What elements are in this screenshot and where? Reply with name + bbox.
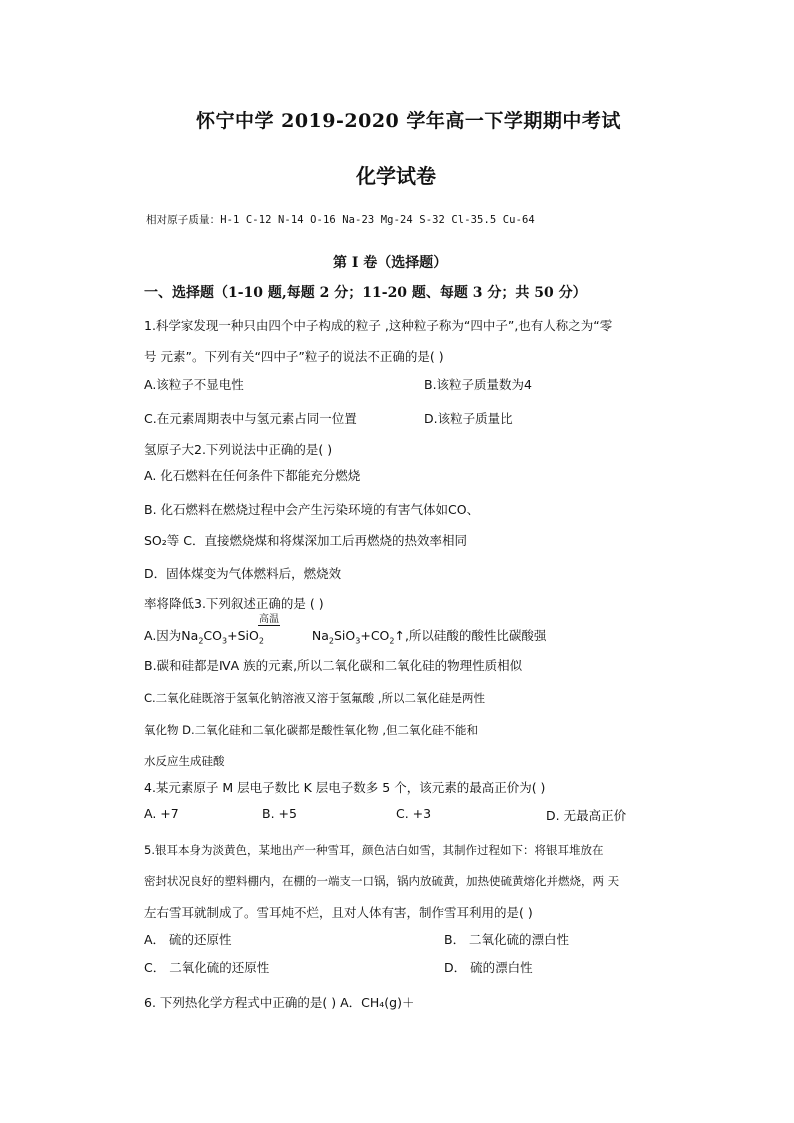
q3-option-c-end: 水反应生成硅酸 (144, 754, 225, 768)
q4-option-c: C. +3 (396, 806, 432, 821)
q5-option-a: A． 硫的还原性 (144, 932, 232, 947)
q2-option-b: B. 化石燃料在燃烧过程中会产生污染环境的有害气体如CO、 (144, 502, 480, 517)
q2-option-d-cont: 率将降低3.下列叙述正确的是 ( ) (144, 596, 324, 611)
q1-option-d: D.该粒子质量比 (424, 411, 513, 426)
q4-option-b: B. +5 (262, 806, 297, 821)
q6-stem: 6. 下列热化学方程式中正确的是( ) A．CH₄(g)＋ (144, 995, 415, 1010)
exam-subtitle: 化学试卷 (356, 164, 436, 188)
q5-option-d: D． 硫的漂白性 (444, 960, 533, 975)
part-heading: 第 I 卷（选择题） (333, 255, 448, 271)
q5-option-b: B． 二氧化硫的漂白性 (444, 932, 570, 947)
q1-stem-line1: 1.科学家发现一种只由四个中子构成的粒子 ,这种粒子称为“四中子”,也有人称之为“零 (144, 318, 613, 333)
q1-option-b: B.该粒子质量数为4 (424, 377, 533, 392)
q3-option-c: C.二氧化硅既溶于氢氧化钠溶液又溶于氢氟酸 ,所以二氧化硅是两性 (144, 691, 485, 705)
q2-option-d: D．固体煤变为气体燃料后，燃烧效 (144, 566, 342, 581)
q3-option-c-cont: 氧化物 D.二氧化硅和二氧化碳都是酸性氧化物 ,但二氧化硅不能和 (144, 723, 478, 737)
q4-option-d: D. 无最高正价 (546, 808, 627, 823)
q5-stem-line1: 5.银耳本身为淡黄色，某地出产一种雪耳，颜色洁白如雪，其制作过程如下：将银耳堆放在 (144, 843, 604, 857)
q2-option-a: A. 化石燃料在任何条件下都能充分燃烧 (144, 468, 361, 483)
reaction-condition: 高温 (259, 614, 279, 625)
q1-option-c: C.在元素周期表中与氢元素占同一位置 (144, 411, 357, 426)
q3-option-b: B.碳和硅都是ⅣA 族的元素,所以二氧化碳和二氧化硅的物理性质相似 (144, 658, 523, 673)
atomic-masses: 相对原子质量：H-1 C-12 N-14 O-16 Na-23 Mg-24 S-32 Cl-35.5 Cu-64 (146, 214, 535, 226)
exam-title: 怀宁中学 2019-2020 学年高一下学期期中考试 (196, 110, 621, 132)
q5-stem-line2: 密封状况良好的塑料棚内，在棚的一端支一口锅，锅内放硫黄，加热使硫黄熔化并燃烧，两 天 (144, 874, 620, 888)
q5-stem-line3: 左右雪耳就制成了。雪耳炖不烂，且对人体有害，制作雪耳利用的是( ) (144, 905, 533, 920)
q3-option-a: A.因为$Na_2CO_3+SiO_2$ $Na_2SiO_3+CO_2↑$,所以硅酸的酸性比碳酸强 (144, 628, 547, 646)
q1-option-a: A.该粒子不显电性 (144, 377, 244, 392)
q5-option-c: C． 二氧化硫的还原性 (144, 960, 270, 975)
q2-stem: 氢原子大2.下列说法中正确的是( ) (144, 442, 333, 457)
q4-stem: 4.某元素原子 M 层电子数比 K 层电子数多 5 个，该元素的最高正价为( ) (144, 780, 546, 795)
q1-stem-line2: 号 元素”。下列有关“四中子”粒子的说法不正确的是( ) (144, 349, 444, 364)
section-heading: 一、选择题（1-10 题,每题 2 分；11-20 题、每题 3 分；共 50 分） (144, 285, 587, 301)
q2-option-b-cont: SO₂等 C．直接燃烧煤和将煤深加工后再燃烧的热效率相同 (144, 533, 467, 548)
q4-option-a: A. +7 (144, 806, 179, 821)
